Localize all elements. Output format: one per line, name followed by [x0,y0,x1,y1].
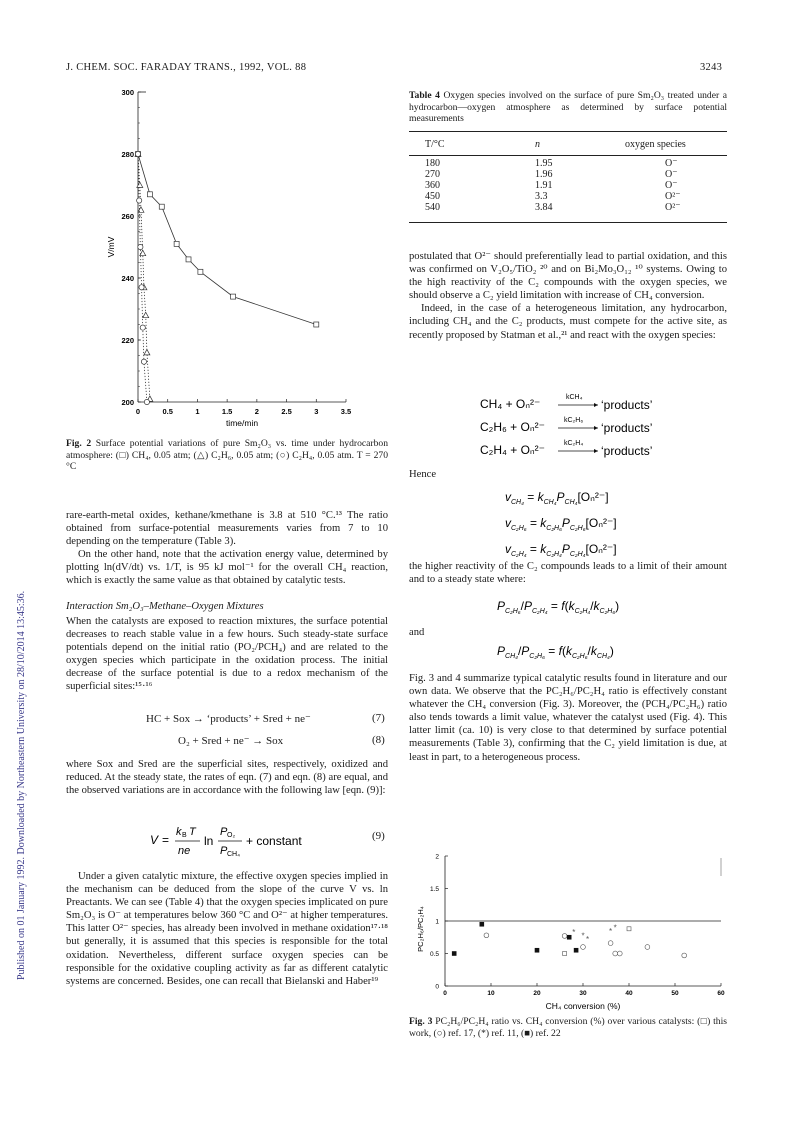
running-header-page: 3243 [700,62,723,73]
fig2-x-tick-label: 0 [135,407,141,416]
fig3-point-ref-22 [452,951,457,956]
left-column-top [66,509,388,693]
equation-8-number: (8) [372,734,385,746]
steady-state-equation-1 [497,595,677,617]
fig2-point-C2H4 [135,151,140,156]
svg-text:=: = [162,833,170,847]
svg-text:vCH₄ = kCH₄PCH₄[Oₙ²⁻]: $v_{CH_4} = k_{CH_4}P_{CH_4}[O_n^{2-}]$ [505,490,609,506]
right-paragraph-4: Fig. 3 and 4 summarize typical catalytic results found in literature and our own data. We observe that the PC₂H₆/PC₂H₄ ratio is effectively constant whatever the CH₄ conversion (Fig. 3). Moreover, the (PCH₄/PC₂H₆) ratio also tends towards a limit value, whatever the catalyst used (Fig. 4). This latter limit (ca. 10) is very close to that determined by surface potential measurements (Table 3), confirming that the C₂ yield limitation is due, at least in part, to a heterogeneous process. [409,673,727,763]
svg-text:B: B [182,832,187,839]
svg-text:‘products’: ‘products’ [601,421,653,435]
fig3-y-axis-label: PC₂H₆/PC₂H₄ [416,906,425,952]
svg-text:vC₂H₄ = kC₂H₄PC₂H₄[Oₙ²⁻]: $v_{C_2H_4} = k_{C_2H_4}P_{C_2H_4}[O_n^{2-}]$ [505,542,617,558]
fig3-point-ref-17 [562,934,567,939]
fig2-series-line-CH4 [138,154,316,325]
table4-header-species: oxygen species [625,138,686,150]
fig3-x-axis-label: CH₄ conversion (%) [545,1001,621,1011]
fig3-y-tick-label: 1.5 [429,886,439,893]
svg-text:‘products’: ‘products’ [601,444,653,458]
fig2-point-CH4 [186,257,191,262]
table4-cell: 180 [425,158,440,169]
svg-text:kCH₄: kCH₄ [566,394,583,401]
reaction-equations [480,390,700,460]
svg-text:C₂H₆ + Oₙ²⁻: C₂H₆ + Oₙ²⁻ [480,420,545,434]
table4 [425,135,725,213]
svg-text:O₂: O₂ [227,832,236,839]
fig2-caption-text: Surface potential variations of pure Sm₂O₃ vs. time under hydrocarbon atmosphere: (□) CH₄, 0.05 atm; (△) C₂H₆, 0.05 atm; (○) C₂H₄, 0.05 atm. T = 270 °C [66,438,388,473]
fig3-point-ref-17 [682,953,687,958]
section-heading: Interaction Sm₂O₃–Methane–Oxygen Mixtures [66,600,264,612]
fig2-chart [100,82,370,428]
table4-cell: 3.3 [535,191,548,202]
fig3-caption-label: Fig. 3 [409,1016,433,1027]
fig3-y-tick-label: 1 [435,918,439,926]
table4-header-n: n [535,138,540,150]
table4-cell: 1.91 [535,180,553,191]
fig2-caption [66,438,388,473]
svg-text:P: P [220,845,228,857]
svg-text:P: P [220,826,228,838]
fig3-point-ref-17 [484,933,489,938]
svg-text:k: k [176,826,182,838]
fig3-point-ref-17 [645,945,650,950]
fig2-x-tick-label: 3 [314,407,319,416]
fig2-point-C2H4 [141,359,146,364]
download-watermark-text: Published on 01 January 1992. Downloaded by Northeastern University on 28/10/2014 13:45:36. [16,590,27,980]
left-column-middle [66,758,388,797]
fig3-point-ref-22 [574,948,579,953]
right-column-bottom [409,672,727,764]
svg-text:PCH₄/PC₂H₆ = f(kC₂H₆/kCH₄): $P_{CH_4}/P_{C_2H_6} = f(k_{C_2H_6}/k_{CH_4})$ [497,644,614,660]
fig2-y-tick-label: 240 [121,274,134,283]
fig3-point-ref-22 [535,948,540,953]
rate-equations [505,485,675,565]
table4-cell: O⁻ [665,158,678,169]
table4-cell: 270 [425,169,440,180]
equation-9-number: (9) [372,830,385,842]
fig3-point-ref-22 [567,935,572,940]
fig3-x-tick-label: 50 [671,990,679,997]
left-paragraph-4: where Sox and Sred are the superficial sites, respectively, oxidized and reduced. At the steady state, the rates of eqn. (7) and eqn. (8) are equal, and the observed variations are in accordance with the following law [eqn. (9)]: [66,759,388,797]
fig2-point-CH4 [231,294,236,299]
fig2-y-tick-label: 280 [121,150,134,159]
running-header-journal: J. CHEM. SOC. FARADAY TRANS., 1992, VOL. 88 [66,62,307,73]
fig2-point-C2H4 [144,399,149,404]
table-row [425,158,725,169]
svg-text:CH₄: CH₄ [227,851,240,858]
fig2-point-CH4 [159,204,164,209]
right-paragraph-1: postulated that O²⁻ should preferentially lead to partial oxidation, and this was confirmed on V₂O₅/TiO₂ ²⁰ and on Bi₂Mo₃O₁₂ ¹⁰ systems. Owing to the high reactivity of the C₂ compounds with the oxygen species, we should observe a C₂ yield limitation with increase of CH₄ conversion. [409,251,727,302]
table4-cell: O²⁻ [665,191,681,202]
equation-9 [150,818,310,858]
fig2-y-tick-label: 260 [121,212,134,221]
table4-cell: O⁻ [665,180,678,191]
equation-7-number: (7) [372,712,385,724]
fig2-point-C2H4 [139,285,144,290]
right-and: and [409,627,425,638]
fig2-y-tick-label: 220 [121,336,134,345]
table-row [425,169,725,180]
fig3-chart [409,846,729,1014]
fig3-point-ref-17 [617,951,622,956]
left-paragraph-3: When the catalysts are exposed to reaction mixtures, the surface potential decreases to reach stable value in a few hours. Such steady-state surface potentials depend on the initial ratio (PO₂/PCH₄) and are related to the oxygen species which participate in the oxidation process. The initial decrease of the surface potential is due to a redox mechanism of the superficial sites:¹⁵·¹⁶ [66,615,388,693]
table4-cell: 1.96 [535,169,553,180]
left-paragraph-2: On the other hand, note that the activation energy value, determined by plotting ln(dV/dt) vs. 1/T, is 95 kJ mol⁻¹ for the overall CH₄ reaction, which is exactly the same value as that obtained by catalytic tests. [66,549,388,587]
right-column-middle [409,560,727,586]
table4-cell: O²⁻ [665,202,681,213]
fig3-point-ref-17 [613,951,618,956]
fig3-point-ref-11: * [609,926,613,936]
fig3-point-this-work [627,927,631,931]
fig2-point-C2H6 [138,207,144,213]
fig3-point-this-work [563,952,567,956]
left-column-bottom [66,870,388,988]
fig2-point-CH4 [198,269,203,274]
table4-top-rule [409,131,727,132]
table4-cell: 360 [425,180,440,191]
right-paragraph-3: the higher reactivity of the C₂ compounds leads to a limit of their amount and to a steady state where: [409,561,727,586]
table4-header-row [425,135,725,153]
svg-text:CH₄ + Oₙ²⁻: CH₄ + Oₙ²⁻ [480,397,541,411]
fig3-x-tick-label: 10 [487,990,495,997]
fig3-point-ref-11: * [613,923,617,933]
left-paragraph-5: Under a given catalytic mixture, the effective oxygen species implied in the mechanism can be deduced from the slope of the curve V vs. ln Preactants. We can see (Table 4) that the oxygen species implicated on pure Sm₂O₃ is O⁻ at temperatures below 360 °C and O²⁻ at higher temperatures. This latter O²⁻ species, has already been involved in methane oxidation¹⁷·¹⁸ but generally, it is assumed that this species is responsible for the total oxidation. Nevertheless, different surface oxygen species can be responsible for the oxidative coupling activity as far as different catalytic systems are concerned. Besides, one can recall that Bielanski and Haber¹⁹ [66,871,388,987]
equation-7: HC + Sox → ‘products’ + Sred + ne⁻ [146,713,311,725]
svg-text:V: V [150,833,159,847]
svg-text:+ constant: + constant [246,834,302,848]
svg-text:ln: ln [204,834,214,848]
table4-bottom-rule [409,222,727,223]
fig3-y-tick-label: 0.5 [429,951,439,958]
fig2-point-C2H4 [137,198,142,203]
svg-text:C₂H₄ + Oₙ²⁻: C₂H₄ + Oₙ²⁻ [480,443,546,457]
table4-cell: 3.84 [535,202,553,213]
fig3-point-ref-11: * [572,928,576,938]
fig3-caption-text: PC₂H₆/PC₂H₄ ratio vs. CH₄ conversion (%) over various catalysts: (□) this work, (○) ref. 17, (*) ref. 11, (■) ref. 22 [409,1016,727,1039]
table4-cell: 540 [425,202,440,213]
fig2-x-tick-label: 1.5 [221,407,233,416]
fig2-y-tick-label: 300 [121,88,134,97]
table4-cell: 1.95 [535,158,553,169]
fig2-x-tick-label: 2.5 [281,407,292,416]
fig2-x-tick-label: 2 [254,407,259,416]
svg-text:T: T [189,826,196,838]
svg-text:ne: ne [178,845,191,857]
equation-8: O₂ + Sred + ne⁻ → Sox [178,735,284,747]
fig3-point-ref-11: * [586,935,590,945]
fig3-point-ref-17 [608,941,613,946]
fig3-y-tick-label: 2 [435,853,439,861]
table4-caption-text: Oxygen species involved on the surface of pure Sm₂O₃ treated under a hydrocarbon—oxygen atmosphere as determined by surface potential measurements [409,90,727,125]
fig2-point-C2H4 [138,244,143,249]
fig2-x-axis-label: time/min [225,418,259,428]
fig2-point-C2H4 [140,325,145,330]
table4-caption-label: Table 4 [409,90,440,101]
fig3-x-tick-label: 30 [579,990,587,997]
svg-text:PC₂H₆/PC₂H₄ = f(kC₂H₄/kC₂H₆): $P_{C_2H_6}/P_{C_2H_4} = f(k_{C_2H_4}/k_{C_2H_6})$ [497,599,620,615]
fig3-x-tick-label: 40 [625,990,633,997]
table4-cell: O⁻ [665,169,678,180]
fig2-x-tick-label: 0.5 [162,407,173,416]
fig3-y-tick-label: 0 [435,983,439,991]
table-row [425,180,725,191]
right-column-top [409,250,727,342]
download-watermark [4,110,27,1010]
svg-text:kC₂H₆: kC₂H₆ [564,417,584,424]
fig2-point-C2H6 [144,349,150,355]
table-row [425,202,725,213]
fig3-x-tick-label: 0 [443,990,447,997]
svg-text:vC₂H₆ = kC₂H₆PC₂H₆[Oₙ²⁻]: $v_{C_2H_6} = k_{C_2H_6}P_{C_2H_6}[O_n^{2-}]$ [505,516,617,532]
fig3-point-ref-11: * [581,931,585,941]
fig2-y-tick-label: 200 [121,398,134,407]
fig3-caption [409,1016,727,1039]
fig2-point-CH4 [314,322,319,327]
fig3-point-ref-22 [480,922,485,927]
table-row [425,191,725,202]
fig2-point-CH4 [147,192,152,197]
right-paragraph-2: Indeed, in the case of a heterogeneous limitation, any hydrocarbon, including CH₄ and the C₂ products, must compete for the active site, as recently proposed by Statman et al.,²¹ and react with the oxygen species: [409,303,727,341]
fig2-caption-label: Fig. 2 [66,438,92,449]
fig2-x-tick-label: 1 [195,407,200,416]
table4-header-temp: T/°C [425,138,445,150]
right-hence: Hence [409,469,437,480]
fig2-point-C2H6 [143,312,149,318]
fig3-x-tick-label: 60 [717,990,725,997]
fig3-x-tick-label: 20 [533,990,541,997]
svg-text:‘products’: ‘products’ [601,398,653,412]
table4-cell: 450 [425,191,440,202]
fig2-point-CH4 [174,241,179,246]
left-paragraph-1: rare-earth-metal oxides, kethane/kmethane is 3.8 at 510 °C.¹³ The ratio obtained from surface-potential measurements varies from 7 to 10 depending on the temperature (Table 3). [66,510,388,548]
fig3-point-ref-17 [581,945,586,950]
steady-state-equation-2 [497,640,677,662]
svg-text:kC₂H₄: kC₂H₄ [564,440,584,447]
fig2-y-axis-label: V/mV [106,236,116,258]
table4-caption [409,90,727,125]
fig2-x-tick-label: 3.5 [340,407,352,416]
